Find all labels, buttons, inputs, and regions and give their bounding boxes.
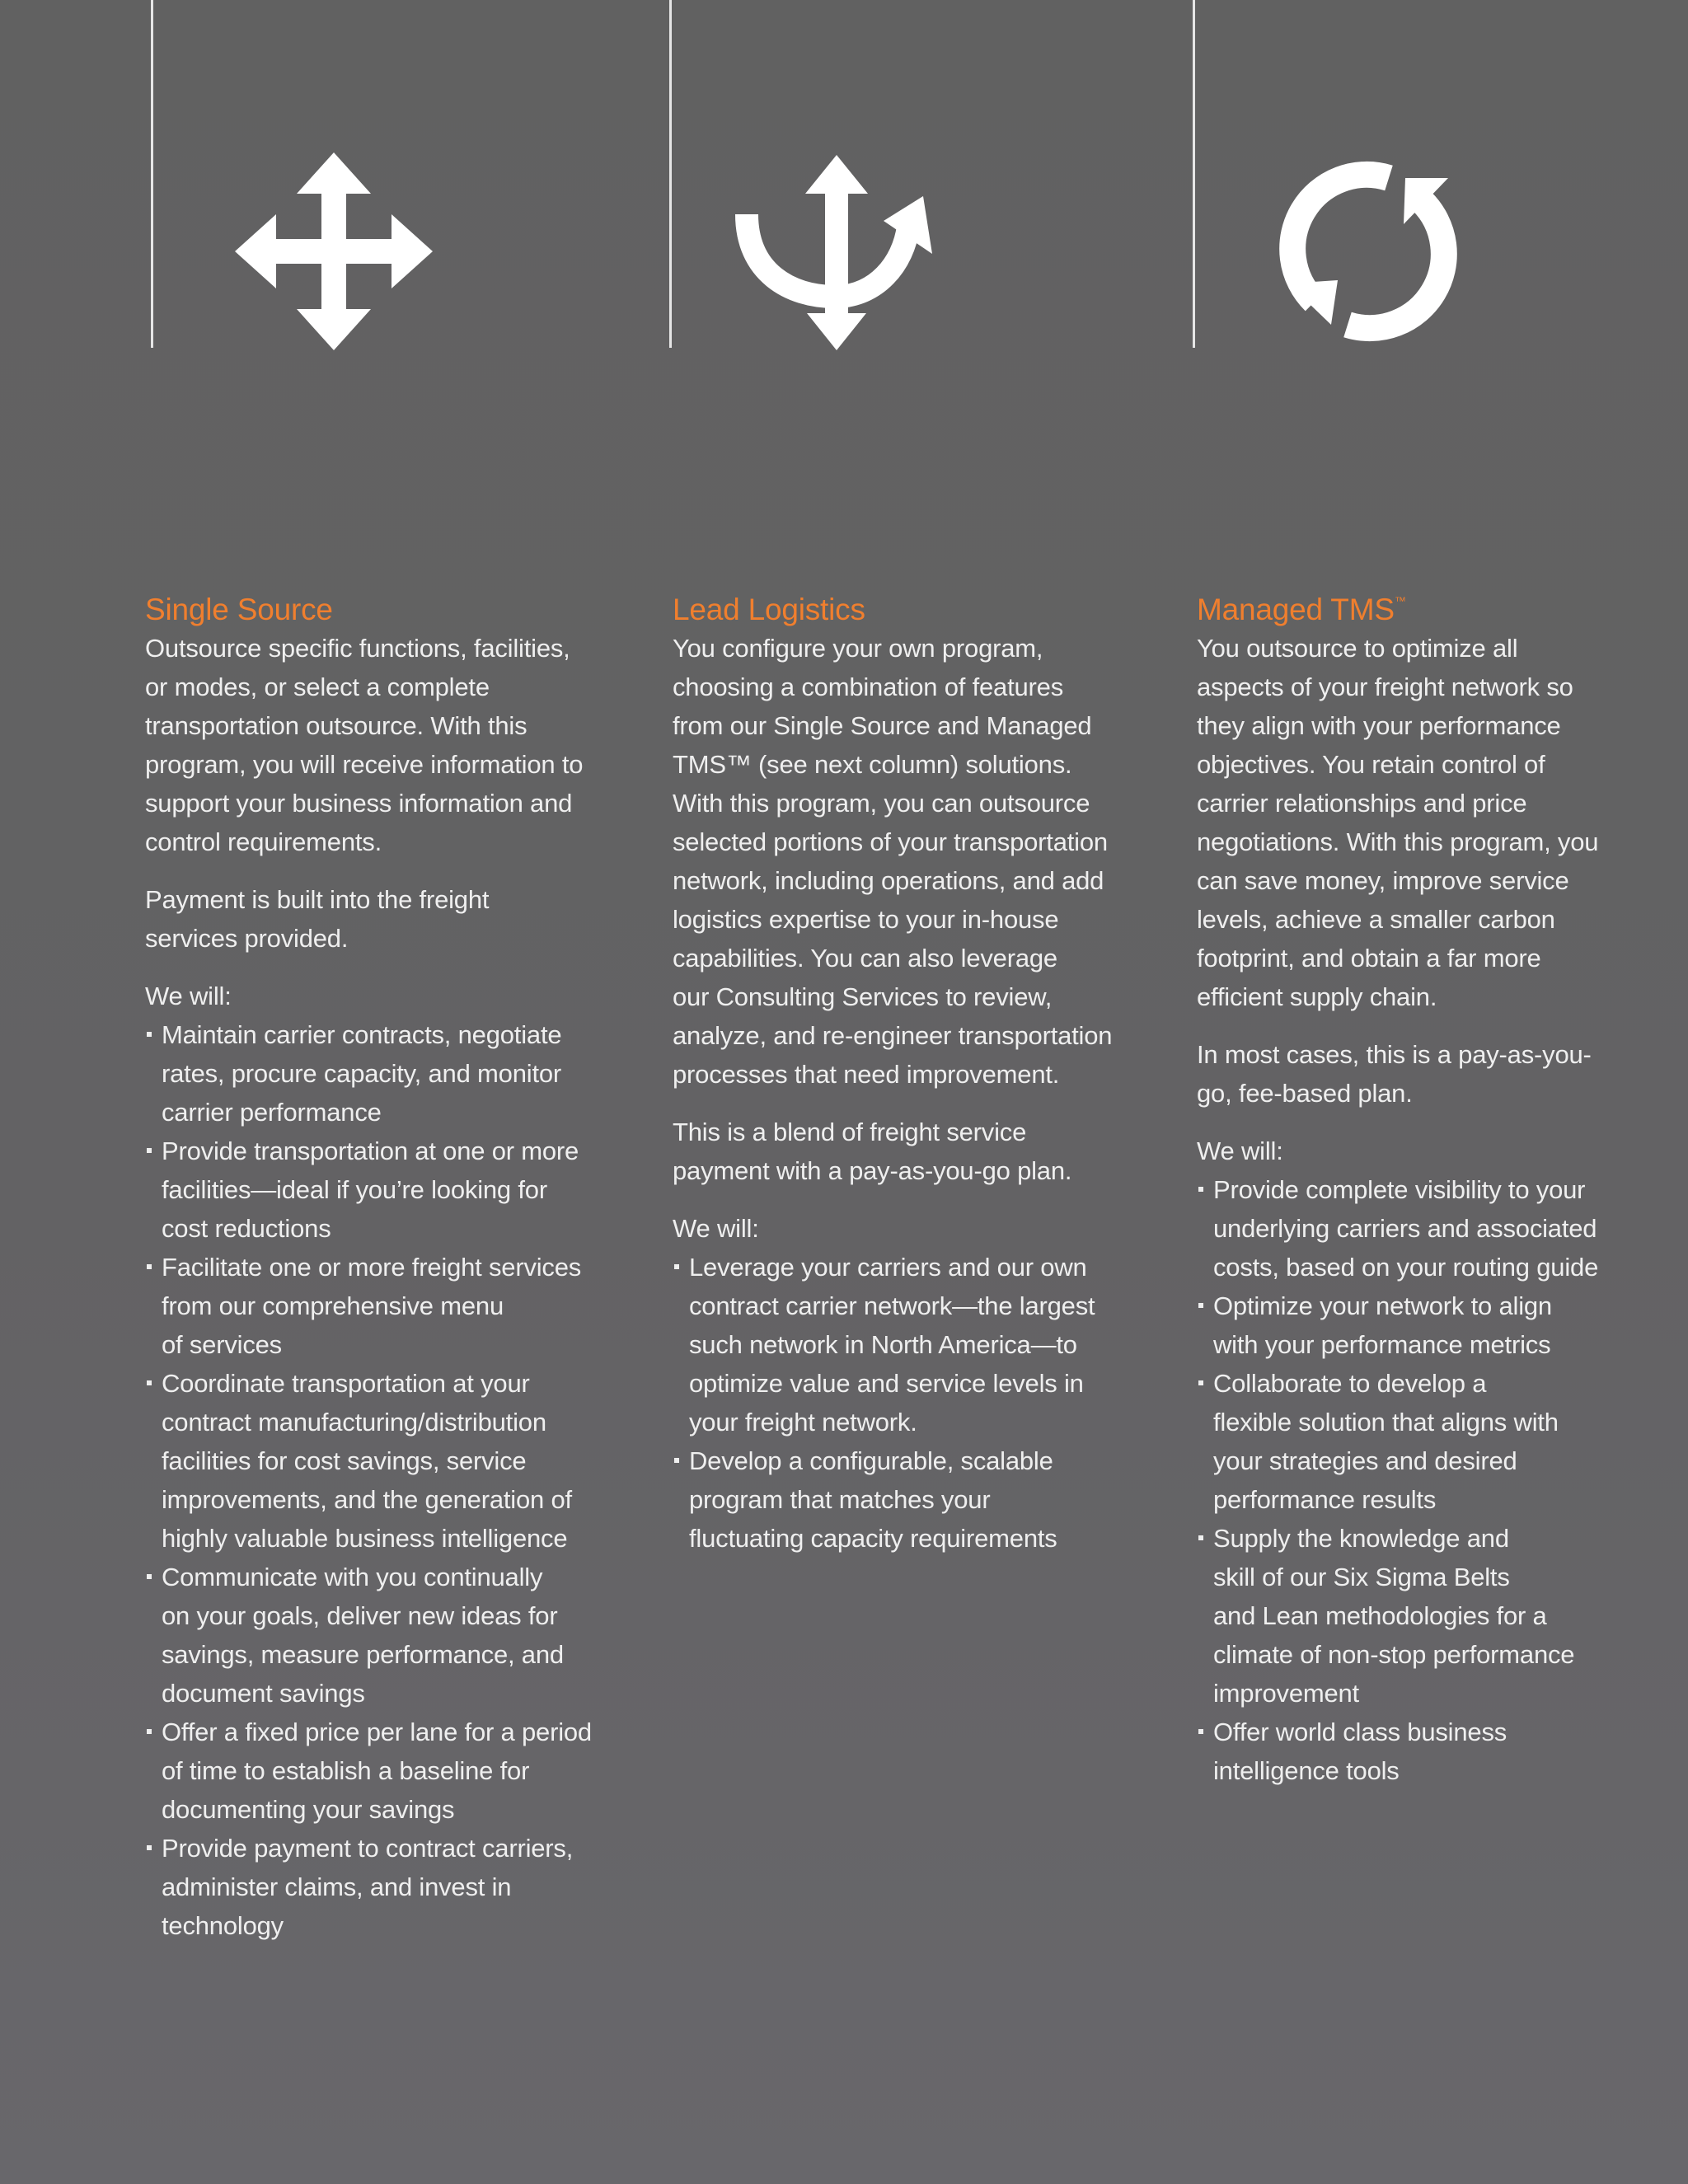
- list-item: Optimize your network to align with your performance metrics: [1197, 1286, 1683, 1364]
- column-title: Managed TMS™: [1197, 593, 1406, 626]
- we-will-label: We will:: [145, 982, 232, 1010]
- divider-line-1: [151, 0, 153, 348]
- circular-refresh-arrows-icon: [1265, 148, 1471, 354]
- list-item: Offer world class business intelligence tools: [1197, 1713, 1683, 1790]
- list-item: Facilitate one or more freight services from our comprehensive menu of services: [145, 1248, 631, 1364]
- list-item: Collaborate to develop a flexible solution that aligns with your strategies and desired performance results: [1197, 1364, 1683, 1519]
- list-item: Communicate with you continually on your goals, deliver new ideas for savings, measure performance, and document savings: [145, 1558, 631, 1713]
- list-item: Coordinate transportation at your contract manufacturing/distribution facilities for cost savings, service improvements, and the generation of highly valuable business intelligence: [145, 1364, 631, 1558]
- list-item: Provide payment to contract carriers, administer claims, and invest in technology: [145, 1829, 631, 1945]
- bullet-list: [145, 1015, 631, 1945]
- list-item: Supply the knowledge and skill of our Six Sigma Belts and Lean methodologies for a climate of non-stop performance improvement: [1197, 1519, 1683, 1713]
- list-item: Develop a configurable, scalable program that matches your fluctuating capacity requirements: [673, 1441, 1151, 1558]
- intro-paragraph: You outsource to optimize all aspects of your freight network so they align with your performance objectives. You retain control of carrier relationships and price negotiations. With this program, you can save money, improve service levels, achieve a smaller carbon footprint, and obtain a far more efficient supply chain.: [1197, 634, 1599, 1011]
- payment-paragraph: Payment is built into the freight services provided.: [145, 885, 490, 953]
- trident-arrows-icon: [732, 148, 938, 354]
- column-title: Lead Logistics: [673, 593, 865, 626]
- four-way-arrows-icon: [231, 148, 437, 354]
- column-managed-tms: [1197, 590, 1683, 1790]
- bullet-list: [1197, 1170, 1683, 1790]
- list-item: Maintain carrier contracts, negotiate rates, procure capacity, and monitor carrier performance: [145, 1015, 631, 1132]
- we-will-label: We will:: [1197, 1137, 1283, 1165]
- column-single-source: [145, 590, 631, 1945]
- column-lead-logistics: [673, 590, 1151, 1558]
- payment-paragraph: This is a blend of freight service payment with a pay-as-you-go plan.: [673, 1118, 1072, 1185]
- column-title: Single Source: [145, 593, 333, 626]
- list-item: Provide transportation at one or more facilities—ideal if you’re looking for cost reductions: [145, 1132, 631, 1248]
- divider-line-2: [669, 0, 672, 348]
- we-will-label: We will:: [673, 1214, 759, 1243]
- divider-line-3: [1193, 0, 1195, 348]
- bullet-list: [673, 1248, 1151, 1558]
- list-item: Offer a fixed price per lane for a period of time to establish a baseline for documenting your savings: [145, 1713, 631, 1829]
- intro-paragraph: You configure your own program, choosing a combination of features from our Single Source and Managed TMS™ (see next column) solutions. With this program, you can outsource selected portions of your transportation network, including operations, and add logistics expertise to your in-house capabilities. You can also leverage our Consulting Services to review, analyze, and re-engineer transportation processes that need improvement.: [673, 634, 1113, 1089]
- intro-paragraph: Outsource specific functions, facilities, or modes, or select a complete transportation outsource. With this program, you will receive information to support your business information and control requirements.: [145, 634, 584, 856]
- payment-paragraph: In most cases, this is a pay-as-you- go, fee-based plan.: [1197, 1040, 1592, 1108]
- list-item: Leverage your carriers and our own contract carrier network—the largest such network in North America—to optimize value and service levels in your freight network.: [673, 1248, 1151, 1441]
- trademark-mark: ™: [1394, 594, 1406, 607]
- list-item: Provide complete visibility to your underlying carriers and associated costs, based on your routing guide: [1197, 1170, 1683, 1286]
